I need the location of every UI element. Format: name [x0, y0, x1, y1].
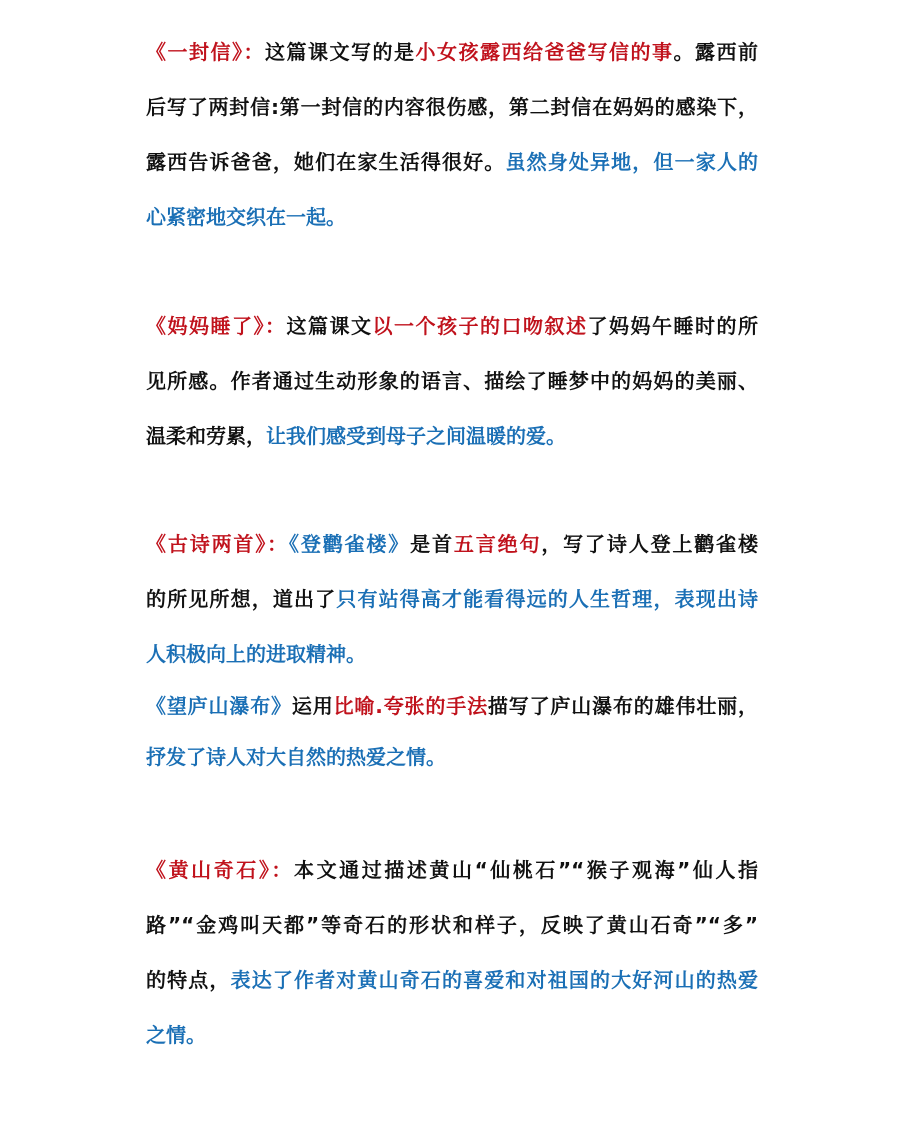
body-text: 这篇课文	[286, 314, 373, 338]
text-line	[146, 682, 758, 730]
paragraph-ma-ma-shui-le	[146, 299, 758, 464]
text-line	[146, 627, 758, 682]
text-line	[146, 354, 758, 409]
text-line	[146, 898, 758, 953]
lesson-title: 《黄山奇石》：	[146, 858, 294, 882]
body-text: 的所见所想，道出了	[146, 587, 337, 611]
highlight-blue: 人积极向上的进取精神。	[146, 642, 366, 666]
body-text: 露西告诉爸爸，她们在家生活得很好。	[146, 150, 506, 174]
text-line	[146, 80, 758, 135]
text-line	[146, 25, 758, 80]
text-line	[146, 843, 758, 898]
body-text: 路”“金鸡叫天都”等奇石的形状和样子，反映了黄山石奇”“多”	[146, 913, 758, 937]
highlight-red: 五言绝句	[453, 532, 542, 556]
body-text: 描写了庐山瀑布的雄伟壮丽，	[487, 694, 758, 718]
text-line	[146, 1008, 758, 1063]
body-text: 后写了两封信:第一封信的内容很伤感，第二封信在妈妈的感染下，	[146, 95, 758, 119]
paragraph-gu-shi-liang-shou	[146, 517, 758, 785]
lesson-title: 《妈妈睡了》：	[146, 314, 287, 338]
body-text: ，写了诗人登上鹳雀楼	[541, 532, 759, 556]
highlight-blue: 让我们感受到母子之间温暖的爱。	[266, 424, 566, 448]
highlight-blue: 之情。	[146, 1023, 206, 1047]
body-text: 运用	[291, 694, 334, 718]
text-line	[146, 299, 758, 354]
poem-title: 《望庐山瀑布》	[146, 694, 292, 718]
text-line	[146, 730, 758, 785]
body-text: 的特点，	[146, 968, 231, 992]
text-line	[146, 409, 758, 464]
lesson-title: 《一封信》：	[146, 40, 265, 64]
poem-title: 《登鹳雀楼》	[289, 532, 411, 556]
body-text: 了妈妈午睡时的所	[587, 314, 758, 338]
highlight-blue: 虽然身处异地，但一家人的	[505, 150, 759, 174]
lesson-title: 《古诗两首》：	[146, 532, 289, 556]
highlight-blue: 抒发了诗人对大自然的热爱之情。	[146, 745, 446, 769]
body-text: 是首	[410, 532, 454, 556]
text-line	[146, 572, 758, 627]
text-line	[146, 135, 758, 190]
text-line	[146, 190, 758, 245]
paragraph-huang-shan-qi-shi	[146, 843, 758, 1063]
highlight-blue: 只有站得高才能看得远的人生哲理，表现出诗	[336, 587, 759, 611]
highlight-red: 小女孩露西给爸爸写信的事	[415, 40, 674, 64]
highlight-blue: 表达了作者对黄山奇石的喜爱和对祖国的大好河山的热爱	[230, 968, 759, 992]
text-line	[146, 517, 758, 572]
paragraph-yi-feng-xin	[146, 25, 758, 245]
body-text: 本文通过描述黄山“仙桃石”“猴子观海”仙人指	[294, 858, 759, 882]
body-text: 见所感。作者通过生动形象的语言、描绘了睡梦中的妈妈的美丽、	[146, 369, 758, 393]
body-text: 这篇课文写的是	[265, 40, 416, 64]
highlight-red: 比喻.夸张的手法	[333, 694, 488, 718]
text-line	[146, 953, 758, 1008]
body-text: 温柔和劳累，	[146, 424, 266, 448]
highlight-blue: 心紧密地交织在一起。	[146, 205, 346, 229]
body-text: 。露西前	[673, 40, 758, 64]
highlight-red: 以一个孩子的口吻叙述	[372, 314, 588, 338]
